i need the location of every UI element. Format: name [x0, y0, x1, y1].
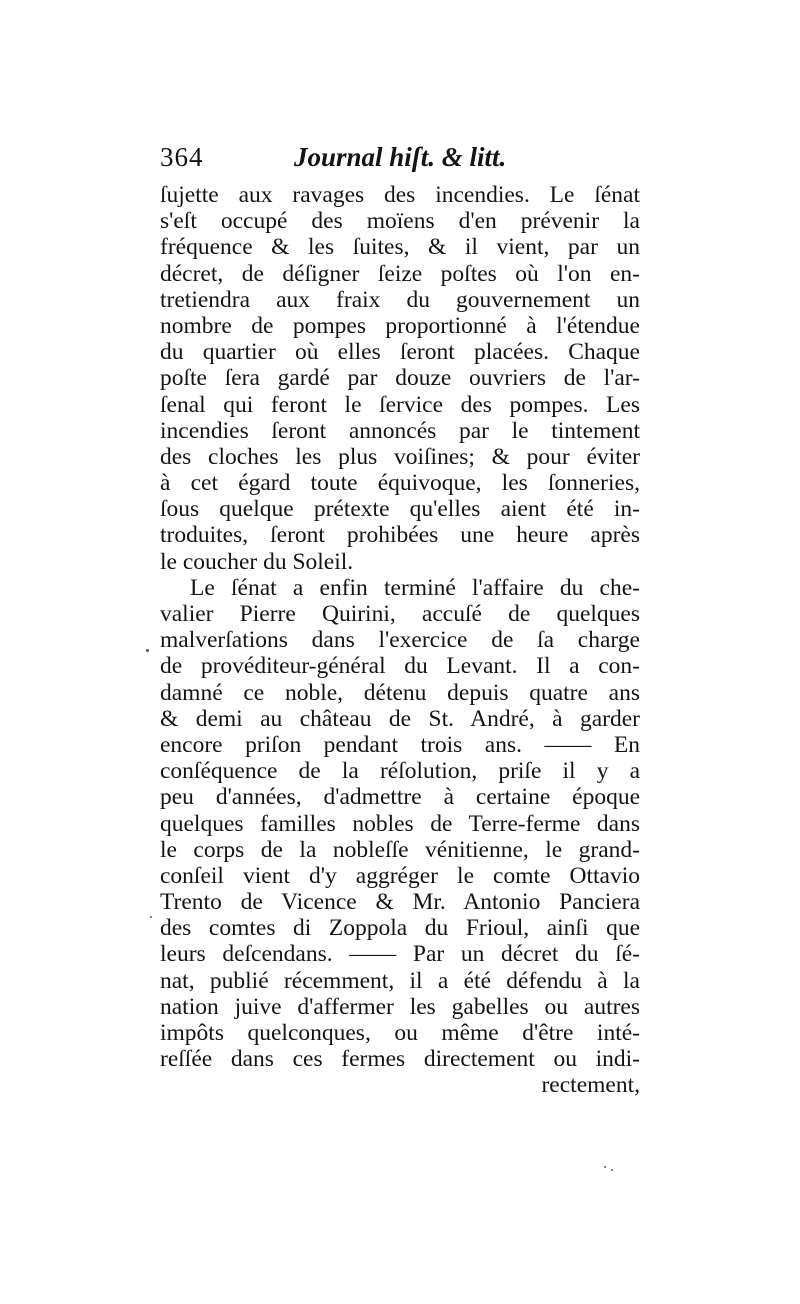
text-line: quelques familles nobles de Terre-ferme dans — [160, 810, 640, 837]
text-line: valier Pierre Quirini, accuſé de quelques — [160, 601, 640, 627]
text-line: encore priſon pendant trois ans. —— En — [160, 731, 640, 758]
text-line: fréquence & les ſuites, & il vient, par un — [160, 234, 640, 261]
text-line: ſenal qui feront le ſervice des pompes. Les — [160, 391, 640, 418]
catchword: rectement, — [541, 1072, 640, 1099]
print-speck — [604, 1166, 606, 1168]
text-line: tretiendra aux fraix du gouvernement un — [160, 286, 640, 313]
text-line: conſéquence de la réſolution, priſe il y a — [160, 758, 640, 785]
text-line: damné ce noble, détenu depuis quatre ans — [160, 679, 640, 706]
text-line: leurs deſcendans. —— Par un décret du ſé- — [160, 941, 640, 968]
text-line: décret, de déſigner ſeize poſtes où l'on en- — [160, 260, 640, 287]
body-text — [160, 182, 640, 1099]
running-title: Journal hiſt. & litt. — [294, 142, 507, 172]
text-line: des comtes di Zoppola du Frioul, ainſi que — [160, 915, 640, 942]
text-line: & demi au château de St. André, à garder — [160, 705, 640, 732]
text-line: des cloches les plus voiſines; & pour éviter — [160, 443, 640, 470]
text-line: s'eſt occupé des moïens d'en prévenir la — [160, 208, 640, 235]
text-line: Le ſénat a enfin terminé l'affaire du che- — [190, 574, 640, 601]
text-line: reſſée dans ces fermes directement ou indi- — [160, 1046, 640, 1073]
text-line: à cet égard toute équivoque, les ſonneries, — [160, 470, 640, 497]
text-line: impôts quelconques, ou même d'être inté- — [160, 1020, 640, 1046]
print-speck — [150, 916, 152, 918]
text-line: troduites, ſeront prohibées une heure après — [160, 522, 640, 549]
page-number: 364 — [160, 142, 204, 172]
text-line: le corps de la nobleſſe vénitienne, le grand- — [160, 836, 640, 863]
text-line: ſous quelque prétexte qu'elles aient été in- — [160, 496, 640, 523]
text-line: nation juive d'affermer les gabelles ou autres — [160, 993, 640, 1020]
text-line: de provéditeur-général du Levant. Il a con- — [160, 653, 640, 680]
text-line: du quartier où elles ſeront placées. Chaque — [160, 339, 640, 366]
page-header — [160, 142, 640, 182]
text-line: malverſations dans l'exercice de ſa charge — [160, 627, 640, 654]
text-line: nombre de pompes proportionné à l'étendue — [160, 312, 640, 339]
paragraph — [160, 182, 640, 575]
text-line: conſeil vient d'y aggréger le comte Ottavio — [160, 862, 640, 889]
text-line: poſte ſera gardé par douze ouvriers de l'ar- — [160, 365, 640, 392]
text-line: peu d'années, d'admettre à certaine époque — [160, 784, 640, 811]
text-line: Trento de Vicence & Mr. Antonio Panciera — [160, 889, 640, 916]
print-speck — [146, 649, 149, 652]
print-speck — [611, 1169, 613, 1171]
text-line: le coucher du Soleil. — [160, 548, 354, 575]
text-line: nat, publié récemment, il a été défendu à la — [160, 967, 640, 994]
text-line: ſujette aux ravages des incendies. Le ſénat — [160, 182, 640, 208]
paragraph — [160, 575, 640, 1073]
text-line: incendies ſeront annoncés par le tintement — [160, 417, 640, 444]
